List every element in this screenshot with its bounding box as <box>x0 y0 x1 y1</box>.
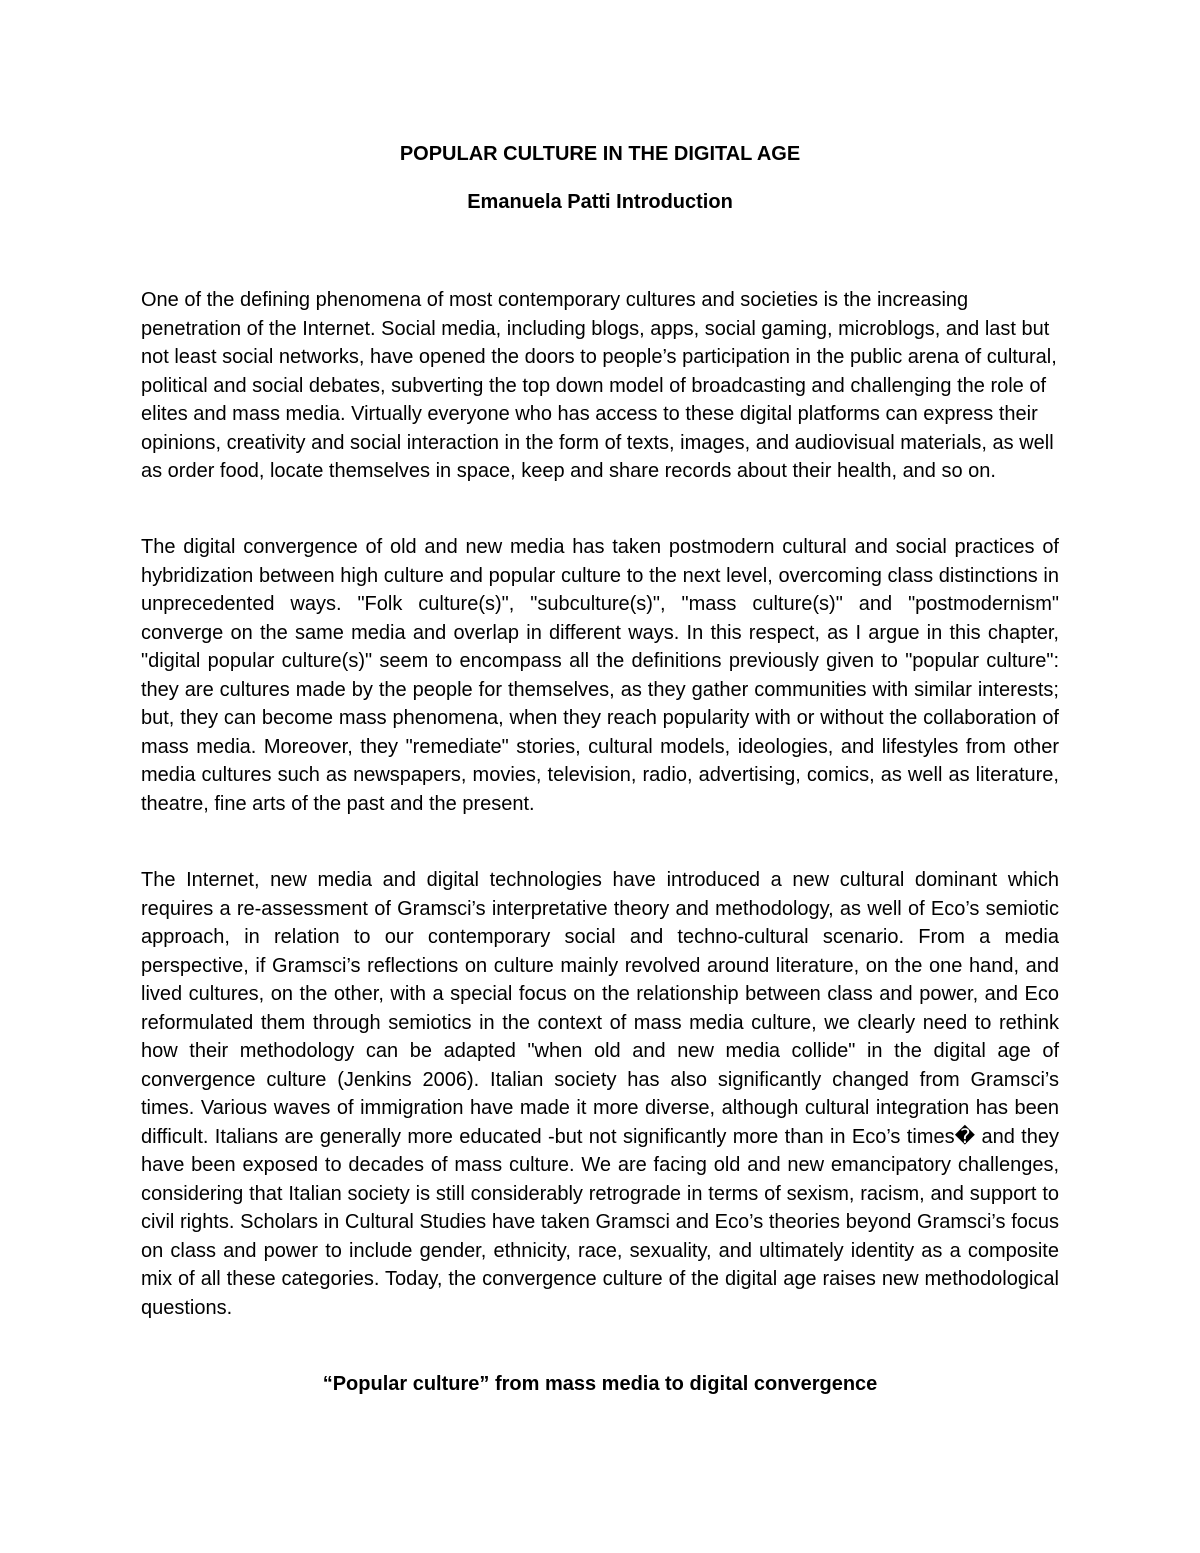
author-line: Emanuela Patti Introduction <box>467 191 733 213</box>
paragraph-2: The digital convergence of old and new media has taken postmodern cultural and social practices of hybridization between high culture and popular culture to the next level, overcoming class distinctions in unprecedented ways. "Folk culture(s)", "subculture(s)", "mass culture(s)" and "postmodernism" converge on the same media and overlap in different ways. In this respect, as I argue in this chapter, "digital popular culture(s)" seem to encompass all the definitions previously given to "popular culture": they are cultures made by the people for themselves, as they gather communities with similar interests; but, they can become mass phenomena, when they reach popularity with or without the collaboration of mass media. Moreover, they "remediate" stories, cultural models, ideologies, and lifestyles from other media cultures such as newspapers, movies, television, radio, advertising, comics, as well as literature, theatre, fine arts of the past and the present. <box>141 536 1059 815</box>
section-heading: “Popular culture” from mass media to digital convergence <box>322 1373 878 1395</box>
document-title: POPULAR CULTURE IN THE DIGITAL AGE <box>399 143 801 165</box>
paragraph-3: The Internet, new media and digital technologies have introduced a new cultural dominant which requires a re-assessment of Gramsci’s interpretative theory and methodology, as well of Eco’s semiotic approach, in relation to our contemporary social and techno-cultural scenario. From a media perspective, if Gramsci’s reflections on culture mainly revolved around literature, on the one hand, and lived cultures, on the other, with a special focus on the relationship between class and power, and Eco reformulated them through semiotics in the context of mass media culture, we clearly need to rethink how their methodology can be adapted "when old and new media collide" in the digital age of convergence culture (Jenkins 2006). Italian society has also significantly changed from Gramsci’s times. Various waves of immigration have made it more diverse, although cultural integration has been difficult. Italians are generally more educated -but not significantly more than in Eco’s times� and they have been exposed to decades of mass culture. We are facing old and new emancipatory challenges, considering that Italian society is still considerably retrograde in terms of sexism, racism, and support to civil rights. Scholars in Cultural Studies have taken Gramsci and Eco’s theories beyond Gramsci’s focus on class and power to include gender, ethnicity, race, sexuality, and ultimately identity as a composite mix of all these categories. Today, the convergence culture of the digital age raises new methodological questions. <box>141 869 1059 1319</box>
paragraph-1: One of the defining phenomena of most contemporary cultures and societies is the increasing penetration of the Internet. Social media, including blogs, apps, social gaming, microblogs, and last but not least social networks, have opened the doors to people’s participation in the public arena of cultural, political and social debates, subverting the top down model of broadcasting and challenging the role of elites and mass media. Virtually everyone who has access to these digital platforms can express their opinions, creativity and social interaction in the form of texts, images, and audiovisual materials, as well as order food, locate themselves in space, keep and share records about their health, and so on. <box>141 289 1057 482</box>
